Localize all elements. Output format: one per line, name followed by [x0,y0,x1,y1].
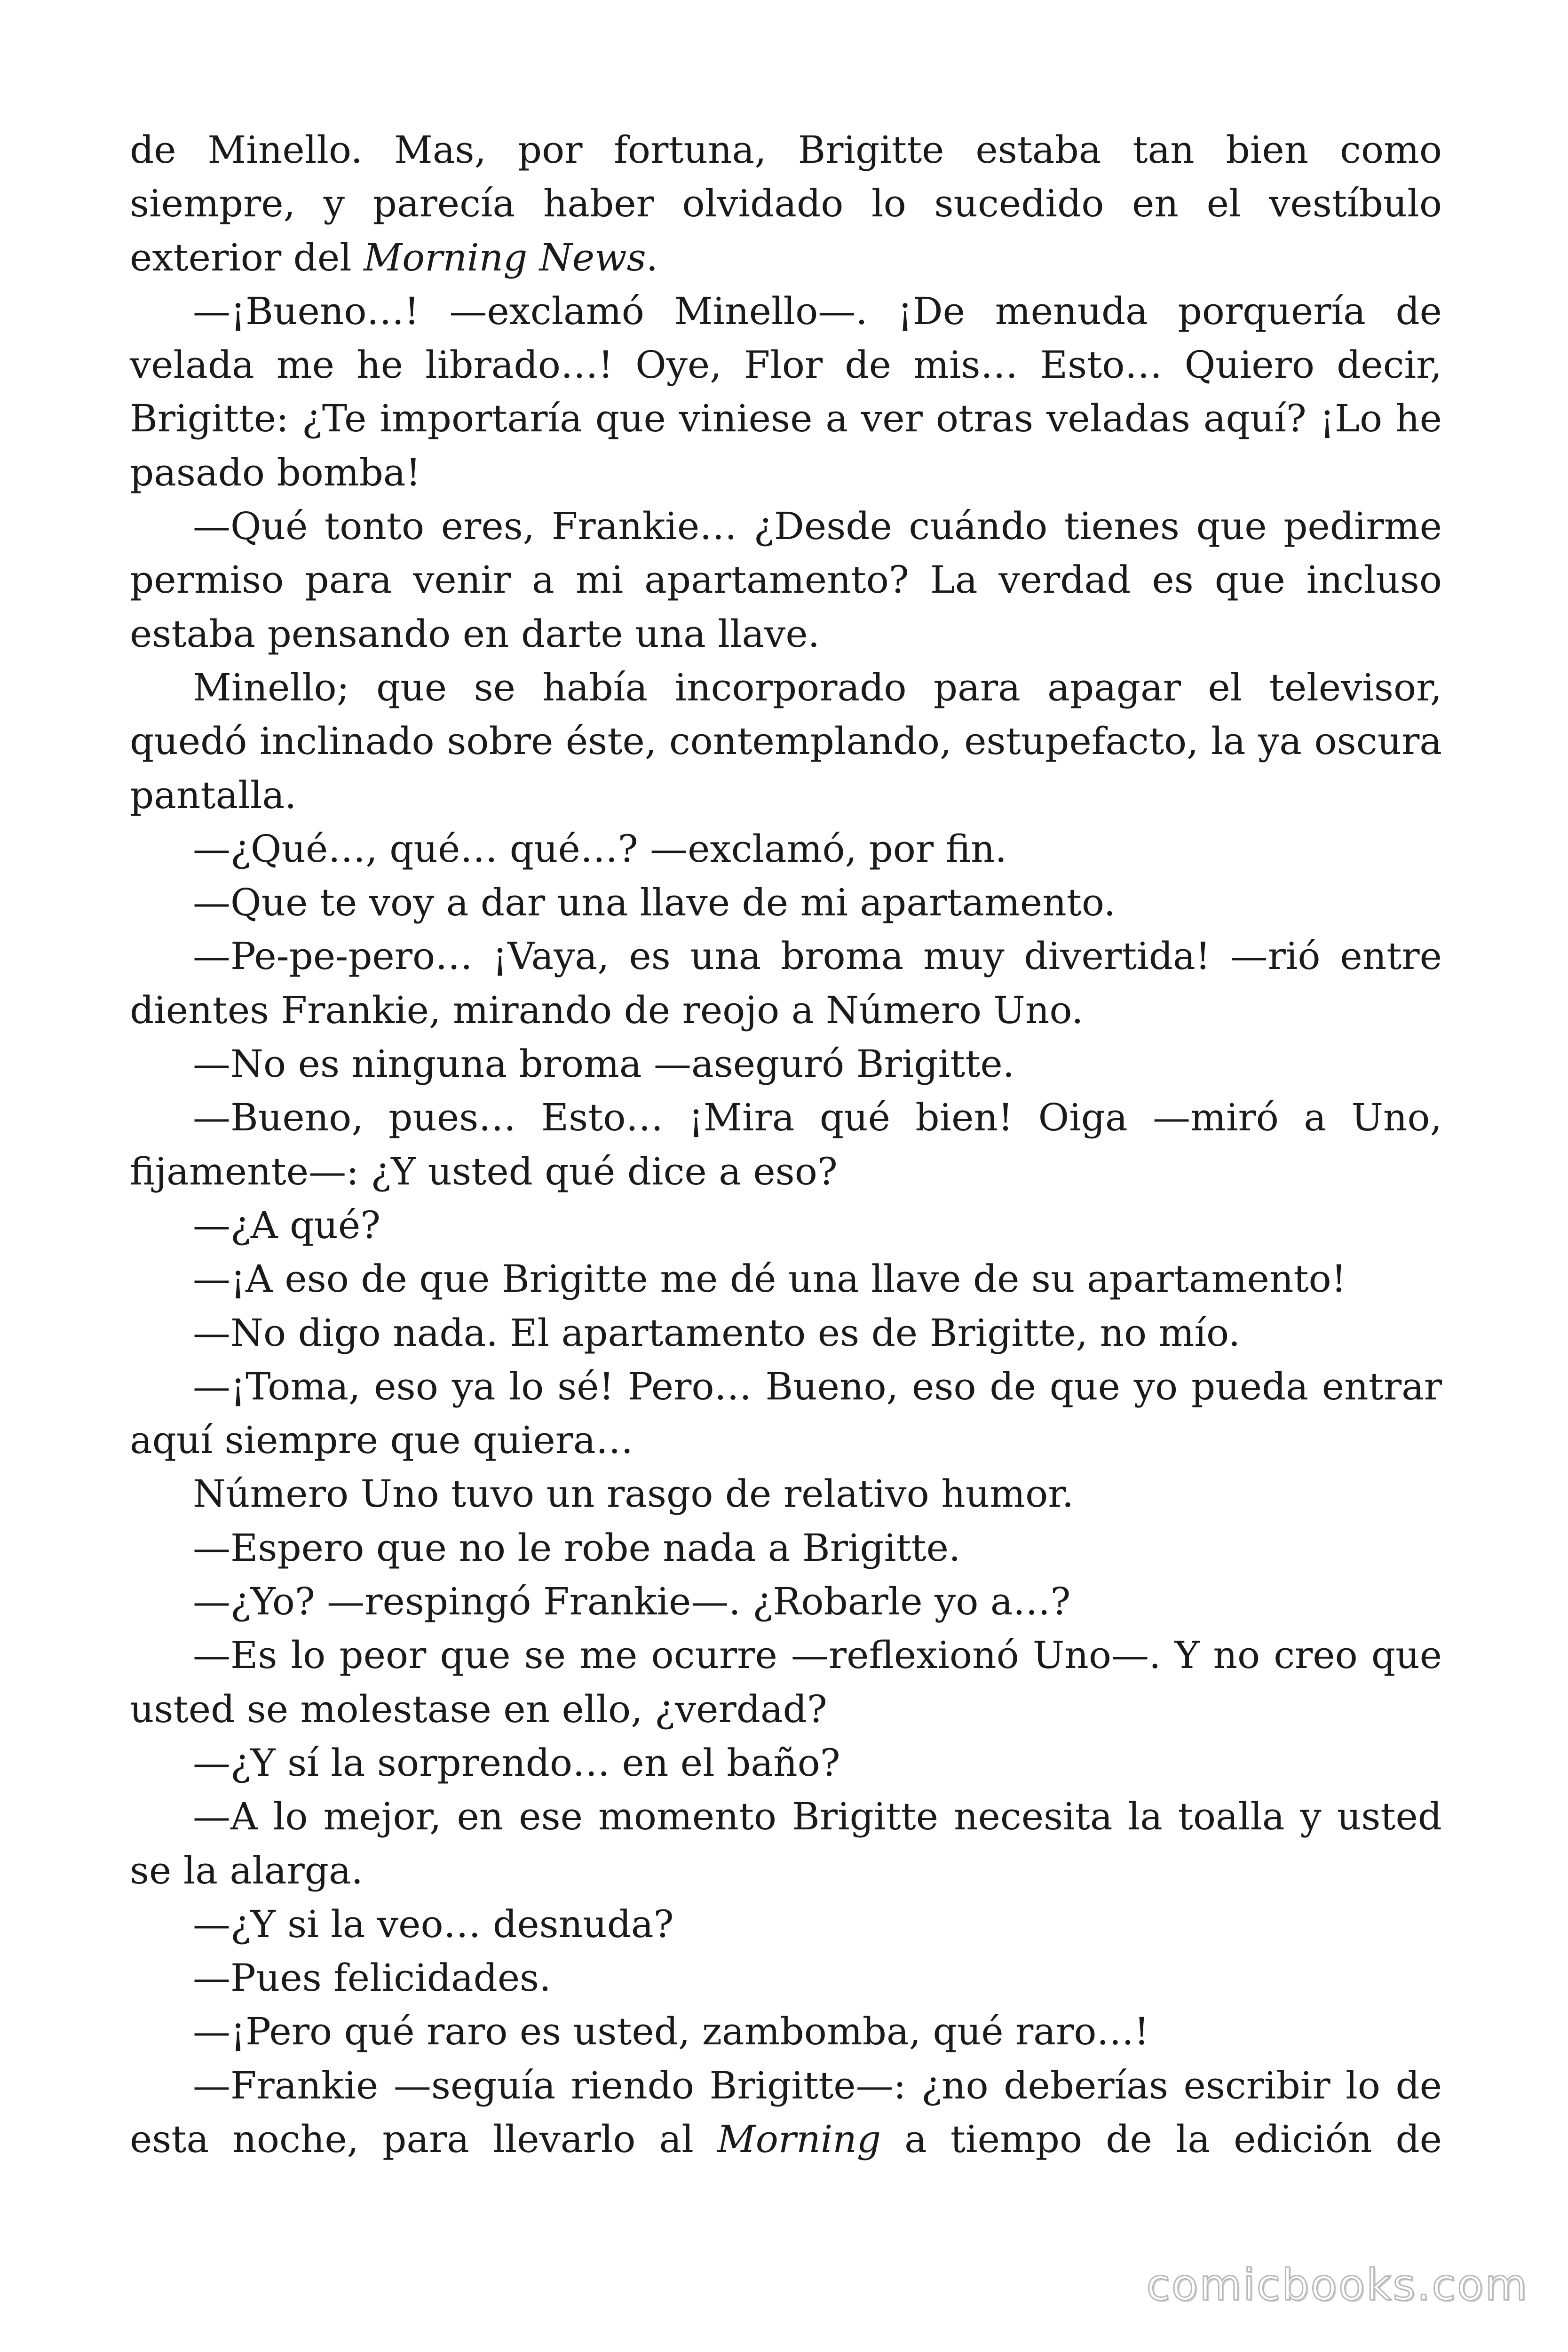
paragraph [130,1199,1442,1252]
italic-text: Morning [717,2117,881,2161]
text-run: —Espero que no le robe nada a Brigitte. [193,1526,961,1570]
paragraph [130,500,1442,661]
text-run: —A lo mejor, en ese momento Brigitte necesita la toalla y usted se la alarga. [130,1795,1442,1892]
paragraph [130,1037,1442,1091]
text-run: Número Uno tuvo un rasgo de relativo humor. [193,1472,1074,1516]
paragraph [130,1629,1442,1736]
paragraph [130,123,1442,285]
paragraph [130,1306,1442,1360]
paragraph [130,1360,1442,1468]
italic-text: Morning News [364,235,646,279]
paragraph [130,876,1442,930]
paragraph [130,661,1442,822]
text-run: —Bueno, pues… Esto… ¡Mira qué bien! Oiga —miró a Uno, fijamente—: ¿Y usted qué dice a eso? [130,1096,1442,1193]
paragraph [130,1951,1442,2005]
paragraph [130,1252,1442,1306]
text-run: Minello; que se había incorporado para apagar el televisor, quedó inclinado sobre éste, contemplando, estupefacto, la ya oscura pantalla. [130,665,1442,817]
text-run: —¡Toma, eso ya lo sé! Pero… Bueno, eso de que yo pueda entrar aquí siempre que quiera… [130,1364,1442,1462]
watermark: comicbooks.com [1146,2260,1528,2310]
text-run: de Minello. Mas, por fortuna, Brigitte estaba tan bien como siempre, y parecía haber olvidado lo sucedido en el vestíbulo exterior del [130,128,1442,279]
text-run: —Frankie —seguía riendo Brigitte—: ¿no deberías escribir lo de esta noche, para llevarlo al [130,2063,1442,2161]
page-body-text [130,123,1442,2166]
text-run: —Qué tonto eres, Frankie… ¿Desde cuándo tienes que pedirme permiso para venir a mi apartamento? La verdad es que incluso estaba pensando en darte una llave. [130,504,1442,656]
text-run: —No digo nada. El apartamento es de Brigitte, no mío. [193,1311,1241,1355]
text-run: —¿Y si la veo… desnuda? [193,1902,674,1946]
text-run: —¡A eso de que Brigitte me dé una llave de su apartamento! [193,1257,1346,1301]
text-run: . [646,235,658,279]
text-run: —¿A qué? [193,1203,381,1247]
text-run: —Que te voy a dar una llave de mi apartamento. [193,881,1116,925]
text-run: —No es ninguna broma —aseguró Brigitte. [193,1042,1015,1086]
paragraph [130,930,1442,1037]
paragraph [130,1790,1442,1898]
paragraph [130,1736,1442,1790]
paragraph [130,1521,1442,1575]
paragraph [130,1467,1442,1521]
paragraph [130,1898,1442,1951]
paragraph [130,1091,1442,1199]
text-run: a tiempo de la edición de [881,2117,1442,2161]
paragraph [130,2059,1442,2167]
paragraph [130,822,1442,876]
text-run: —Es lo peor que se me ocurre —reflexionó Uno—. Y no creo que usted se molestase en ello, ¿verdad? [130,1633,1442,1731]
text-run: —Pe-pe-pero… ¡Vaya, es una broma muy divertida! —rió entre dientes Frankie, mirando de reojo a Número Uno. [130,934,1442,1032]
text-run: —¡Pero qué raro es usted, zambomba, qué raro…! [193,2010,1149,2054]
text-run: —¿Yo? —respingó Frankie—. ¿Robarle yo a…? [193,1580,1071,1624]
paragraph [130,1575,1442,1629]
text-run: —¿Y sí la sorprendo… en el baño? [193,1740,840,1785]
paragraph [130,285,1442,500]
text-run: —Pues felicidades. [193,1956,551,2000]
text-run: —¿Qué…, qué… qué…? —exclamó, por fin. [193,826,1007,871]
paragraph [130,2005,1442,2058]
text-run: —¡Bueno…! —exclamó Minello—. ¡De menuda porquería de velada me he librado…! Oye, Flor de mis… Esto… Quiero decir, Brigitte: ¿Te importaría que viniese a ver otras veladas aquí? ¡Lo he pasado bomba! [130,289,1442,494]
